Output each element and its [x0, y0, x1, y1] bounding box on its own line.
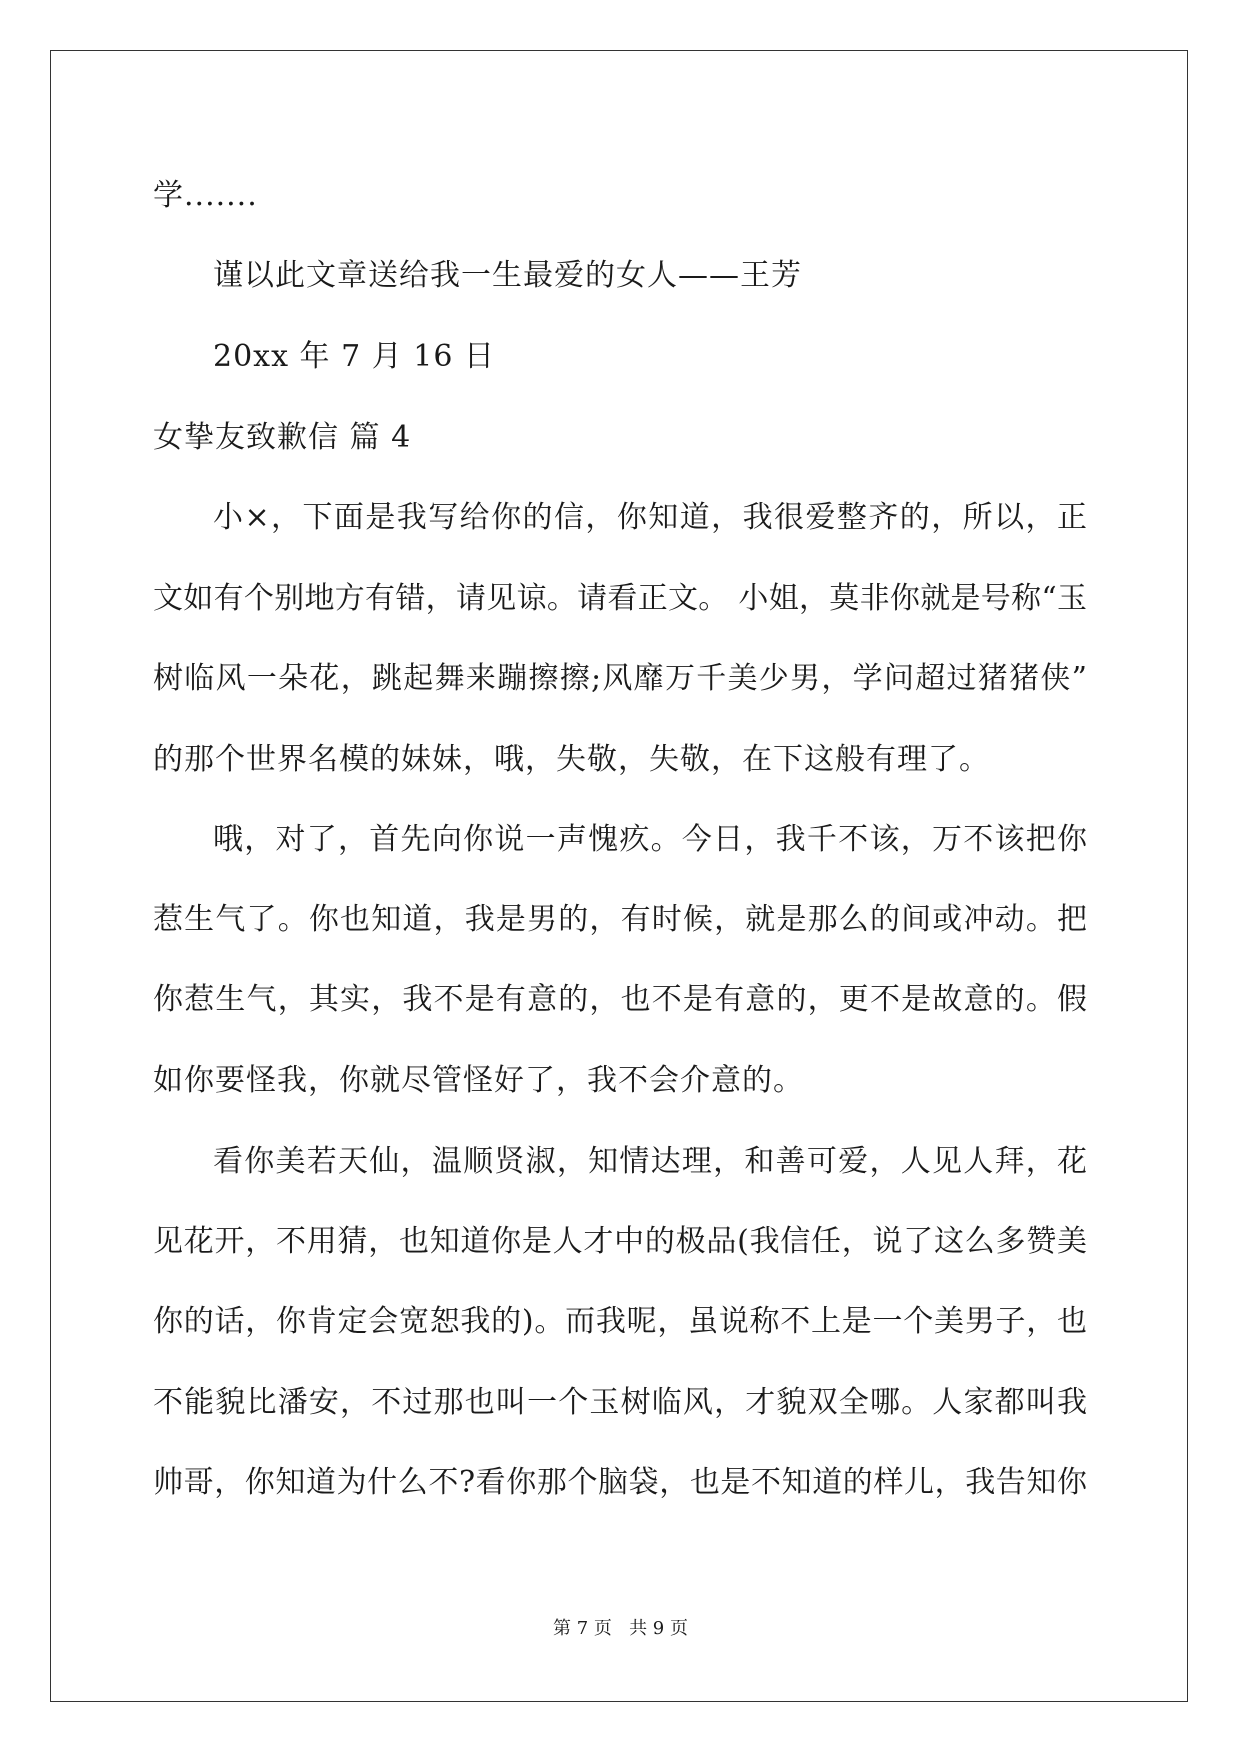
- paragraph-line: 文如有个别地方有错，请见谅。请看正文。 小姐，莫非你就是号称“玉: [153, 581, 1087, 616]
- paragraph-line: 不能貌比潘安，不过那也叫一个玉树临风，才貌双全哪。人家都叫我: [153, 1385, 1087, 1420]
- paragraph-line: 的那个世界名模的妹妹，哦，失敬，失敬，在下这般有理了。: [153, 742, 990, 777]
- paragraph-line: 你惹生气，其实，我不是有意的，也不是有意的，更不是故意的。假: [153, 982, 1087, 1017]
- dedication-line: 谨以此文章送给我一生最爱的女人——王芳: [213, 258, 802, 293]
- paragraph-line: 惹生气了。你也知道，我是男的，有时候，就是那么的间或冲动。把: [153, 902, 1087, 937]
- paragraph-line: 看你美若天仙，温顺贤淑，知情达理，和善可爱，人见人拜，花: [213, 1144, 1087, 1179]
- date-line: 20xx 年 7 月 16 日: [213, 339, 495, 374]
- paragraph-line: 哦，对了，首先向你说一声愧疚。今日，我千不该，万不该把你: [213, 822, 1087, 857]
- section-heading: 女挚友致歉信 篇 4: [153, 420, 412, 455]
- page-border: [50, 50, 1188, 1702]
- paragraph-line: 见花开，不用猜，也知道你是人才中的极品(我信任，说了这么多赞美: [153, 1224, 1088, 1259]
- text-line: 学.......: [153, 178, 258, 213]
- paragraph-line: 帅哥，你知道为什么不?看你那个脑袋，也是不知道的样儿，我告知你: [153, 1465, 1087, 1500]
- paragraph-line: 如你要怪我，你就尽管怪好了，我不会介意的。: [153, 1063, 804, 1098]
- page-number: 第 7 页 共 9 页: [553, 1618, 688, 1639]
- paragraph-line: 你的话，你肯定会宽恕我的)。而我呢，虽说称不上是一个美男子，也: [153, 1304, 1087, 1339]
- paragraph-line: 小×，下面是我写给你的信，你知道，我很爱整齐的，所以，正: [213, 500, 1087, 535]
- paragraph-line: 树临风一朵花，跳起舞来蹦擦擦;风靡万千美少男，学问超过猪猪侠”: [153, 661, 1087, 696]
